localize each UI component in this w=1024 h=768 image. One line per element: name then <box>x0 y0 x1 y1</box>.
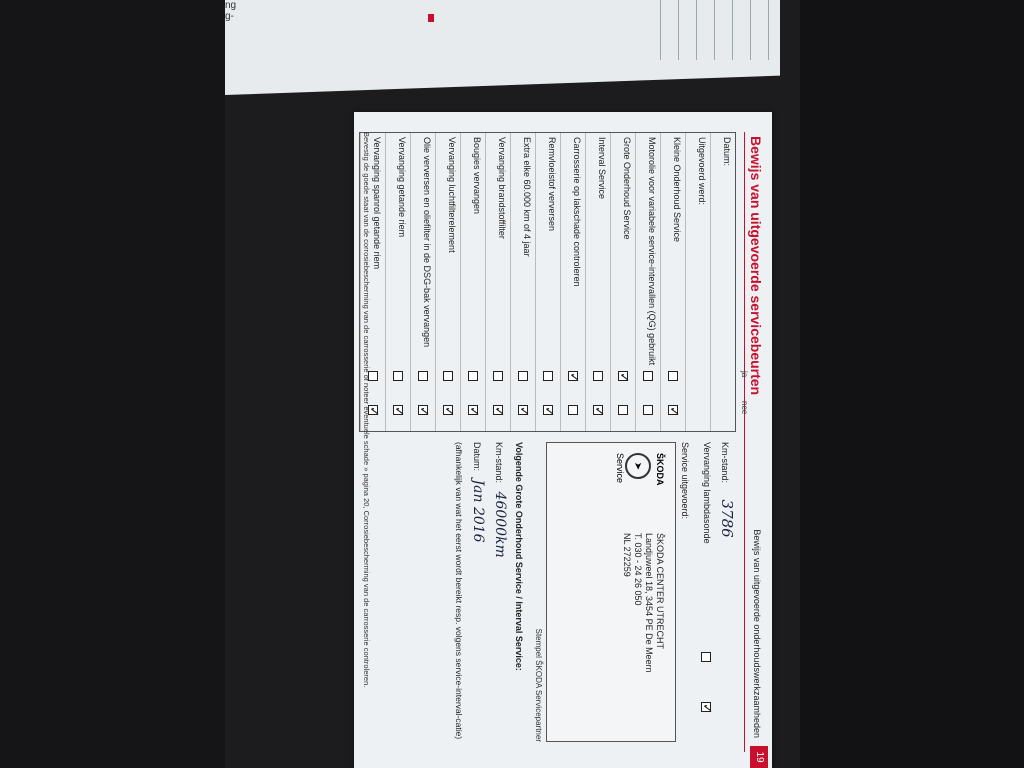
table-row <box>710 133 735 431</box>
nee-checkbox[interactable] <box>643 405 653 415</box>
lambda-ja-checkbox[interactable] <box>701 652 711 662</box>
stamp-brand-sub: Service <box>615 453 625 484</box>
page-title: Bewijs van uitgevoerde servicebeurten <box>748 136 764 396</box>
table-row <box>535 133 560 431</box>
row-label: Olie verversen en oliefilter in de DSG-bak vervangen <box>422 137 432 348</box>
next-date-row <box>470 442 486 742</box>
header-caption: Bewijs van uitgevoerde onderhoudswerkzaamheden <box>752 529 762 738</box>
row-label: Extra elke 60.000 km of 4 jaar <box>522 137 532 257</box>
skoda-arrow-icon: ➤ <box>625 453 651 479</box>
title-rule <box>744 132 745 752</box>
ja-checkbox[interactable] <box>493 371 503 381</box>
row-label: Vervanging brandstoffilter <box>497 137 507 239</box>
ja-checkbox[interactable] <box>593 371 603 381</box>
row-label: Grote Onderhoud Service <box>622 137 632 240</box>
ja-checkbox[interactable] <box>393 371 403 381</box>
table-row <box>560 133 585 431</box>
right-column <box>454 442 736 742</box>
column-header-nee: nee <box>740 401 749 415</box>
footer-note: Bevestig de goede staat van de corrosiebescherming van de carrosserie of noteer eventuele schade » pagina 20, Corrosiebescherming van de carrosserie controleren. <box>362 132 371 688</box>
nee-checkbox[interactable] <box>568 405 578 415</box>
stamp-line-2: Landjuweel 18, 3454 PE De Meern <box>644 533 654 673</box>
stamp-brand: ŠKODA <box>655 453 665 486</box>
next-date-label: Datum: <box>472 442 482 472</box>
table-row <box>485 133 510 431</box>
table-row <box>635 133 660 431</box>
row-label: Datum: <box>722 137 732 167</box>
nee-checkbox[interactable] <box>668 405 678 415</box>
km-label: Km-stand: <box>720 442 730 484</box>
next-service-label: Volgende Grote Onderhoud Service / Interval Service: <box>514 442 524 671</box>
row-label: Vervanging luchtfilterelement <box>447 137 457 253</box>
service-table <box>359 132 749 432</box>
row-label: Kleine Onderhoud Service <box>672 137 682 243</box>
table-row <box>435 133 460 431</box>
interval-note: (afhankelijk van wat het eerst wordt bereikt resp. volgens service-interval-catie) <box>454 442 464 740</box>
previous-page-edge-text <box>225 0 260 30</box>
row-label: Carrosserie op lakschade controleren <box>572 137 582 287</box>
row-label: Remvloeistof verversen <box>547 137 557 232</box>
nee-checkbox[interactable] <box>493 405 503 415</box>
stamp-line-4: NL 272259 <box>622 533 632 577</box>
stamp-address <box>621 533 665 673</box>
dark-background-right <box>800 0 1024 768</box>
dealer-stamp-box <box>546 442 676 742</box>
nee-checkbox[interactable] <box>418 405 428 415</box>
table-row <box>585 133 610 431</box>
ja-checkbox[interactable] <box>518 371 528 381</box>
next-date-handwritten: Jan 2016 <box>470 479 486 543</box>
ja-checkbox[interactable] <box>668 371 678 381</box>
table-row <box>610 133 635 431</box>
row-label: Vervanging getande riem <box>397 137 407 238</box>
ja-checkbox[interactable] <box>443 371 453 381</box>
nee-checkbox[interactable] <box>593 405 603 415</box>
row-label: Vervanging spanrol getande riem <box>372 137 382 270</box>
lambda-row <box>698 442 712 742</box>
service-booklet-page <box>354 112 772 768</box>
table-row <box>660 133 685 431</box>
stamp-line-1: ŠKODA CENTER UTRECHT <box>655 533 665 650</box>
previous-page-lines <box>660 0 771 60</box>
ja-checkbox[interactable] <box>468 371 478 381</box>
table-row <box>385 133 410 431</box>
nee-checkbox[interactable] <box>443 405 453 415</box>
nee-checkbox[interactable] <box>468 405 478 415</box>
nee-checkbox[interactable] <box>618 405 628 415</box>
row-label: Motorolie voor variabele service-intervallen (QG) gebruikt <box>647 137 657 366</box>
lambda-label: Vervanging lambdasonde <box>702 442 712 544</box>
previous-page-red-marker <box>428 14 434 22</box>
next-km-handwritten: 46000km <box>492 491 508 558</box>
edge-text-1: ng <box>225 0 237 11</box>
table-row <box>510 133 535 431</box>
ja-checkbox[interactable] <box>618 371 628 381</box>
service-performed-label: Service uitgevoerd: <box>680 442 690 520</box>
table-row <box>460 133 485 431</box>
edge-text-2: g- <box>225 11 234 22</box>
stamp-line-3: T. 030 - 24 26 050 <box>633 533 643 606</box>
km-stand <box>718 442 736 742</box>
table-row <box>685 133 710 431</box>
nee-checkbox[interactable] <box>393 405 403 415</box>
next-km-label: Km-stand: <box>494 442 504 484</box>
page-number: 19 <box>750 746 768 768</box>
next-km-row <box>492 442 508 742</box>
row-label: Bougies vervangen <box>472 137 482 215</box>
lambda-nee-checkbox[interactable] <box>701 702 711 712</box>
ja-checkbox[interactable] <box>643 371 653 381</box>
dark-background-left <box>0 0 225 768</box>
column-header-ja: ja <box>740 371 749 378</box>
table-row <box>410 133 435 431</box>
ja-checkbox[interactable] <box>543 371 553 381</box>
ja-checkbox[interactable] <box>568 371 578 381</box>
row-label: Uitgevoerd werd: <box>697 137 707 206</box>
km-value-handwritten: 3786 <box>718 499 736 538</box>
ja-checkbox[interactable] <box>418 371 428 381</box>
row-label: Interval Service <box>597 137 607 200</box>
stamp-caption: Stempel ŠKODA Servicepartner <box>534 628 543 742</box>
nee-checkbox[interactable] <box>518 405 528 415</box>
nee-checkbox[interactable] <box>543 405 553 415</box>
